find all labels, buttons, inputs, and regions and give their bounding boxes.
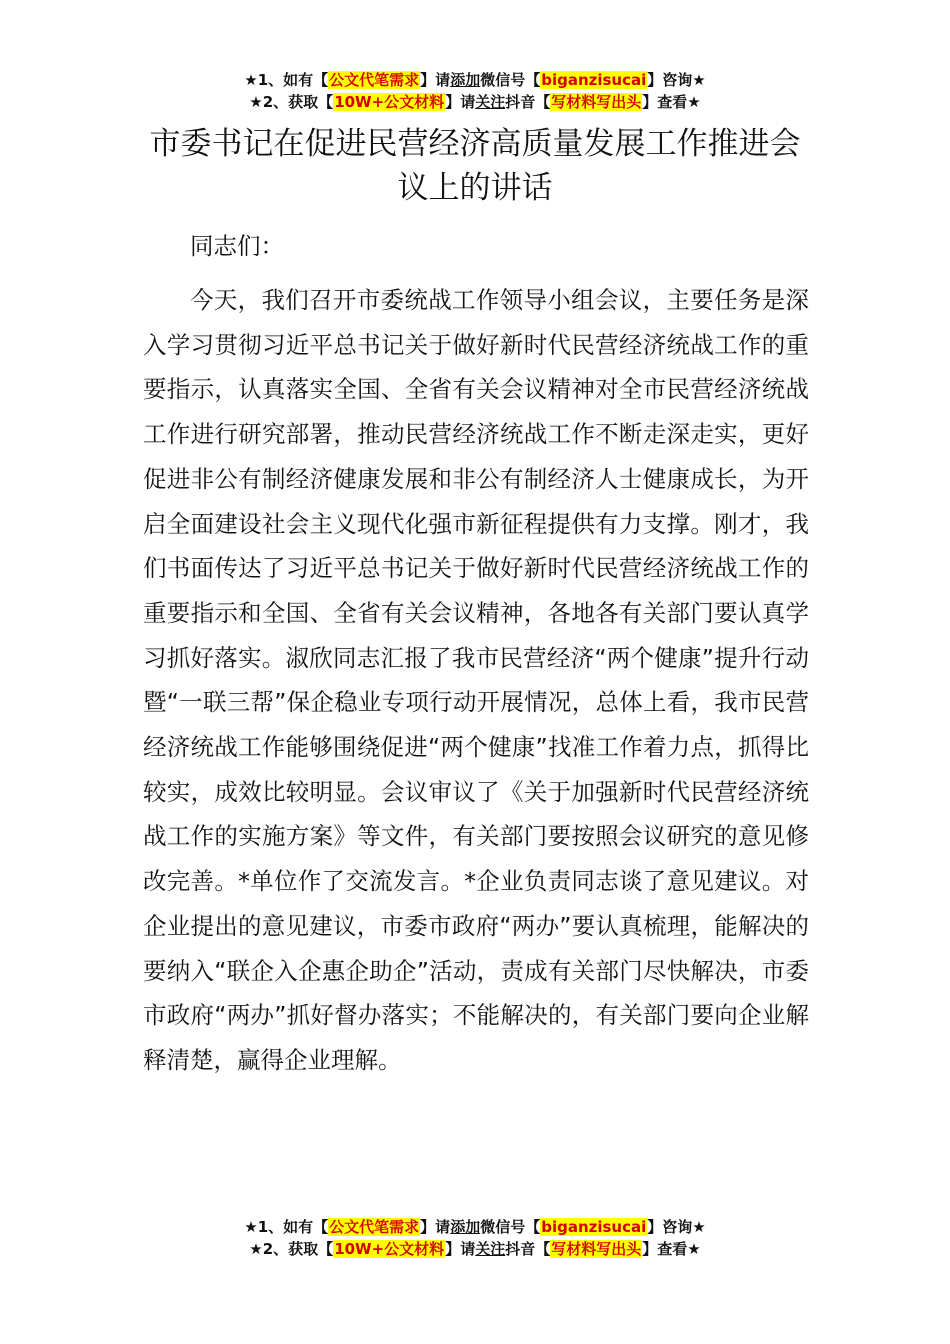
promo-highlight: 10W+公文材料 [334, 93, 445, 111]
promo-underlined-text: 关注 [475, 93, 506, 111]
promo-highlight: biganzisucai [541, 1218, 647, 1236]
promo-text: 抖音【 [505, 93, 551, 111]
promo-text: 微信号【 [480, 1218, 541, 1236]
body-paragraph: 今天，我们召开市委统战工作领导小组会议，主要任务是深入学习贯彻习近平总书记关于做好新时代民营经济统战工作的重要指示，认真落实全国、全省有关会议精神对全市民营经济统战工作进行研究部署，推动民营经济统战工作不断走深走实，更好促进非公有制经济健康发展和非公有制经济人士健康成长，为开启全面建设社会主义现代化强市新征程提供有力支撑。刚才，我们书面传达了习近平总书记关于做好新时代民营经济统战工作的重要指示和全国、全省有关会议精神，各地各有关部门要认真学习抓好落实。淑欣同志汇报了我市民营经济“两个健康”提升行动暨“一联三帮”保企稳业专项行动开展情况，总体上看，我市民营经济统战工作能够围绕促进“两个健康”找准工作着力点，抓得比较实，成效比较明显。会议审议了《关于加强新时代民营经济统战工作的实施方案》等文件，有关部门要按照会议研究的意见修改完善。*单位作了交流发言。*企业负责同志谈了意见建议。对企业提出的意见建议，市委市政府“两办”要认真梳理，能解决的要纳入“联企入企惠企助企”活动，责成有关部门尽快解决，市委市政府“两办”抓好督办落实；不能解决的，有关部门要向企业解释清楚，赢得企业理解。 [143, 286, 809, 1074]
promo-text: 微信号【 [480, 71, 541, 89]
promo-text: 】咨询★ [647, 1218, 706, 1236]
promo-text: 】请 [445, 93, 476, 111]
promo-highlight: biganzisucai [541, 71, 647, 89]
promo-text: 】咨询★ [647, 71, 706, 89]
promo-text: 】请 [420, 1218, 451, 1236]
promo-underlined-text: 添加 [450, 71, 481, 89]
promo-highlight: 10W+公文材料 [334, 1240, 445, 1258]
promo-underlined-text: 添加 [450, 1218, 481, 1236]
promo-underlined-text: 关注 [475, 1240, 506, 1258]
promo-highlight: 公文代笔需求 [329, 71, 420, 89]
promo-line-1 [0, 69, 950, 91]
document-title: 市委书记在促进民营经济高质量发展工作推进会议上的讲话 [149, 126, 801, 206]
promo-banner-top [0, 69, 950, 113]
promo-text: 】请 [420, 71, 451, 89]
promo-banner-bottom [0, 1216, 950, 1260]
promo-text: ★2、获取【 [249, 1240, 334, 1258]
promo-line-2 [0, 1238, 950, 1260]
promo-text: 】请 [445, 1240, 476, 1258]
promo-highlight: 公文代笔需求 [329, 1218, 420, 1236]
promo-highlight: 写材料写出头 [551, 1240, 642, 1258]
promo-highlight: 写材料写出头 [551, 93, 642, 111]
promo-line-1 [0, 1216, 950, 1238]
promo-text: 抖音【 [505, 1240, 551, 1258]
promo-text: ★2、获取【 [249, 93, 334, 111]
promo-line-2 [0, 91, 950, 113]
promo-text: ★1、如有【 [244, 1218, 329, 1236]
salutation: 同志们： [190, 232, 284, 260]
promo-text: 】查看★ [642, 93, 701, 111]
promo-text: ★1、如有【 [244, 71, 329, 89]
promo-text: 】查看★ [642, 1240, 701, 1258]
